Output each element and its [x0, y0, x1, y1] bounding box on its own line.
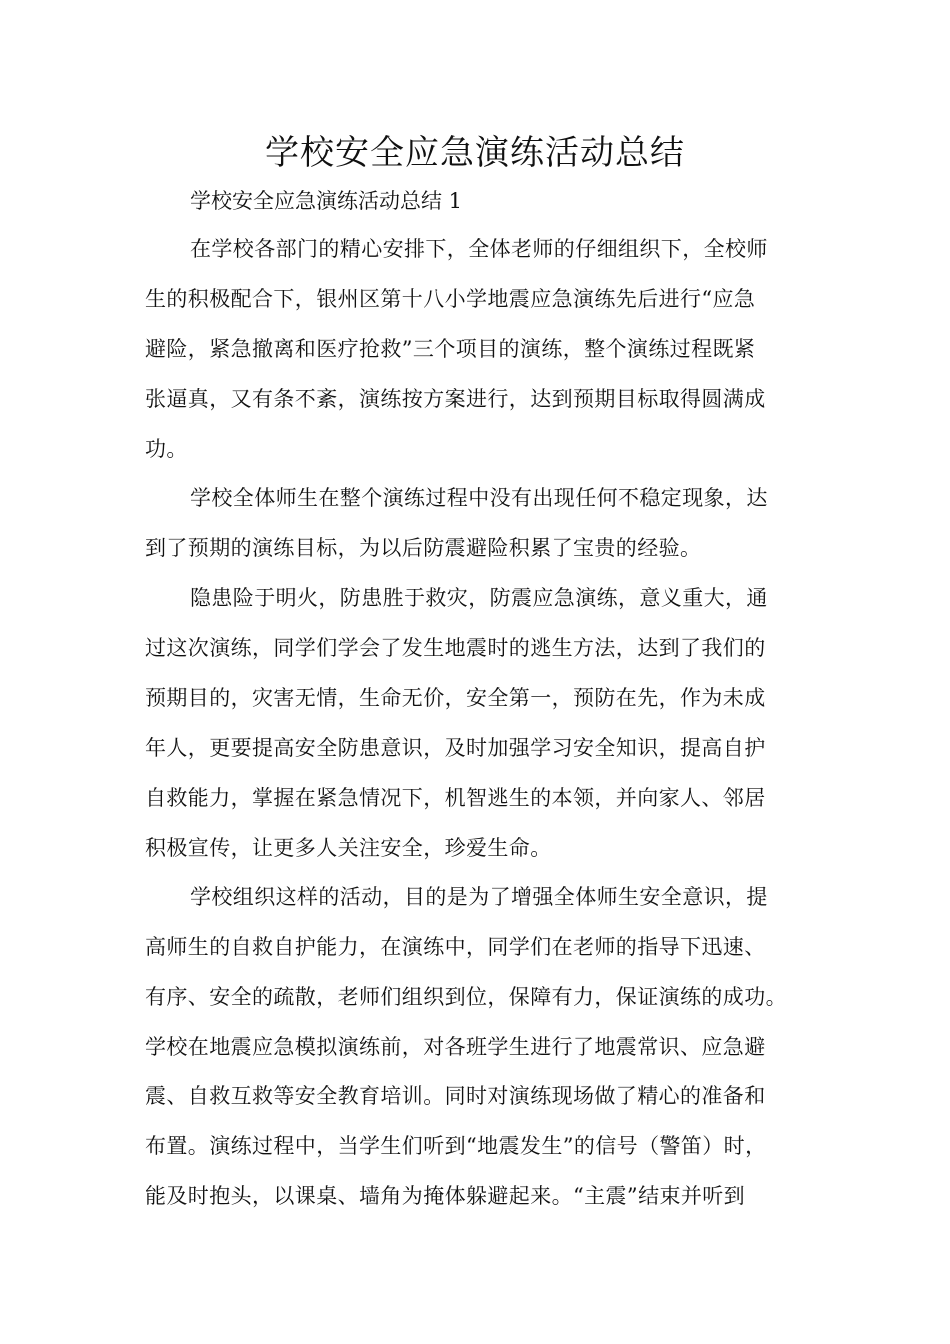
- paragraph-line: 学校在地震应急模拟演练前，对各班学生进行了地震常识、应急避: [145, 1035, 766, 1059]
- paragraph-line: 功。: [145, 437, 188, 461]
- paragraph-line: 布置。演练过程中，当学生们听到“地震发生”的信号（警笛）时，: [145, 1134, 767, 1158]
- paragraph-line: 高师生的自救自护能力，在演练中，同学们在老师的指导下迅速、: [145, 935, 766, 959]
- paragraph-line: 积极宣传，让更多人关注安全，珍爱生命。: [145, 836, 552, 860]
- document-title: 学校安全应急演练活动总结: [265, 133, 685, 173]
- paragraph-line: 预期目的，灾害无情，生命无价，安全第一，预防在先，作为未成: [145, 686, 766, 710]
- paragraph-line: 能及时抱头，以课桌、墙角为掩体躲避起来。“主震”结束并听到: [145, 1184, 746, 1208]
- paragraph-line: 有序、安全的疏散，老师们组织到位，保障有力，保证演练的成功。: [145, 985, 787, 1009]
- paragraph-line: 年人，更要提高安全防患意识，及时加强学习安全知识，提高自护: [145, 736, 766, 760]
- paragraph-line: 生的积极配合下，银州区第十八小学地震应急演练先后进行“应急: [145, 287, 756, 311]
- document-subtitle: 学校安全应急演练活动总结 1: [190, 189, 463, 213]
- paragraph-line: 过这次演练，同学们学会了发生地震时的逃生方法，达到了我们的: [145, 636, 766, 660]
- paragraph-line: 到了预期的演练目标，为以后防震避险积累了宝贵的经验。: [145, 536, 702, 560]
- paragraph-line: 学校组织这样的活动，目的是为了增强全体师生安全意识，提: [190, 885, 768, 909]
- paragraph-line: 学校全体师生在整个演练过程中没有出现任何不稳定现象，达: [190, 486, 768, 510]
- paragraph-line: 震、自救互救等安全教育培训。同时对演练现场做了精心的准备和: [145, 1084, 766, 1108]
- paragraph-line: 在学校各部门的精心安排下，全体老师的仔细组织下，全校师: [190, 237, 768, 261]
- paragraph-line: 自救能力，掌握在紧急情况下，机智逃生的本领，并向家人、邻居: [145, 786, 766, 810]
- paragraph-line: 隐患险于明火，防患胜于救灾，防震应急演练，意义重大，通: [190, 586, 768, 610]
- paragraph-line: 张逼真，又有条不紊，演练按方案进行，达到预期目标取得圆满成: [145, 387, 766, 411]
- paragraph-line: 避险，紧急撤离和医疗抢救”三个项目的演练，整个演练过程既紧: [145, 337, 756, 361]
